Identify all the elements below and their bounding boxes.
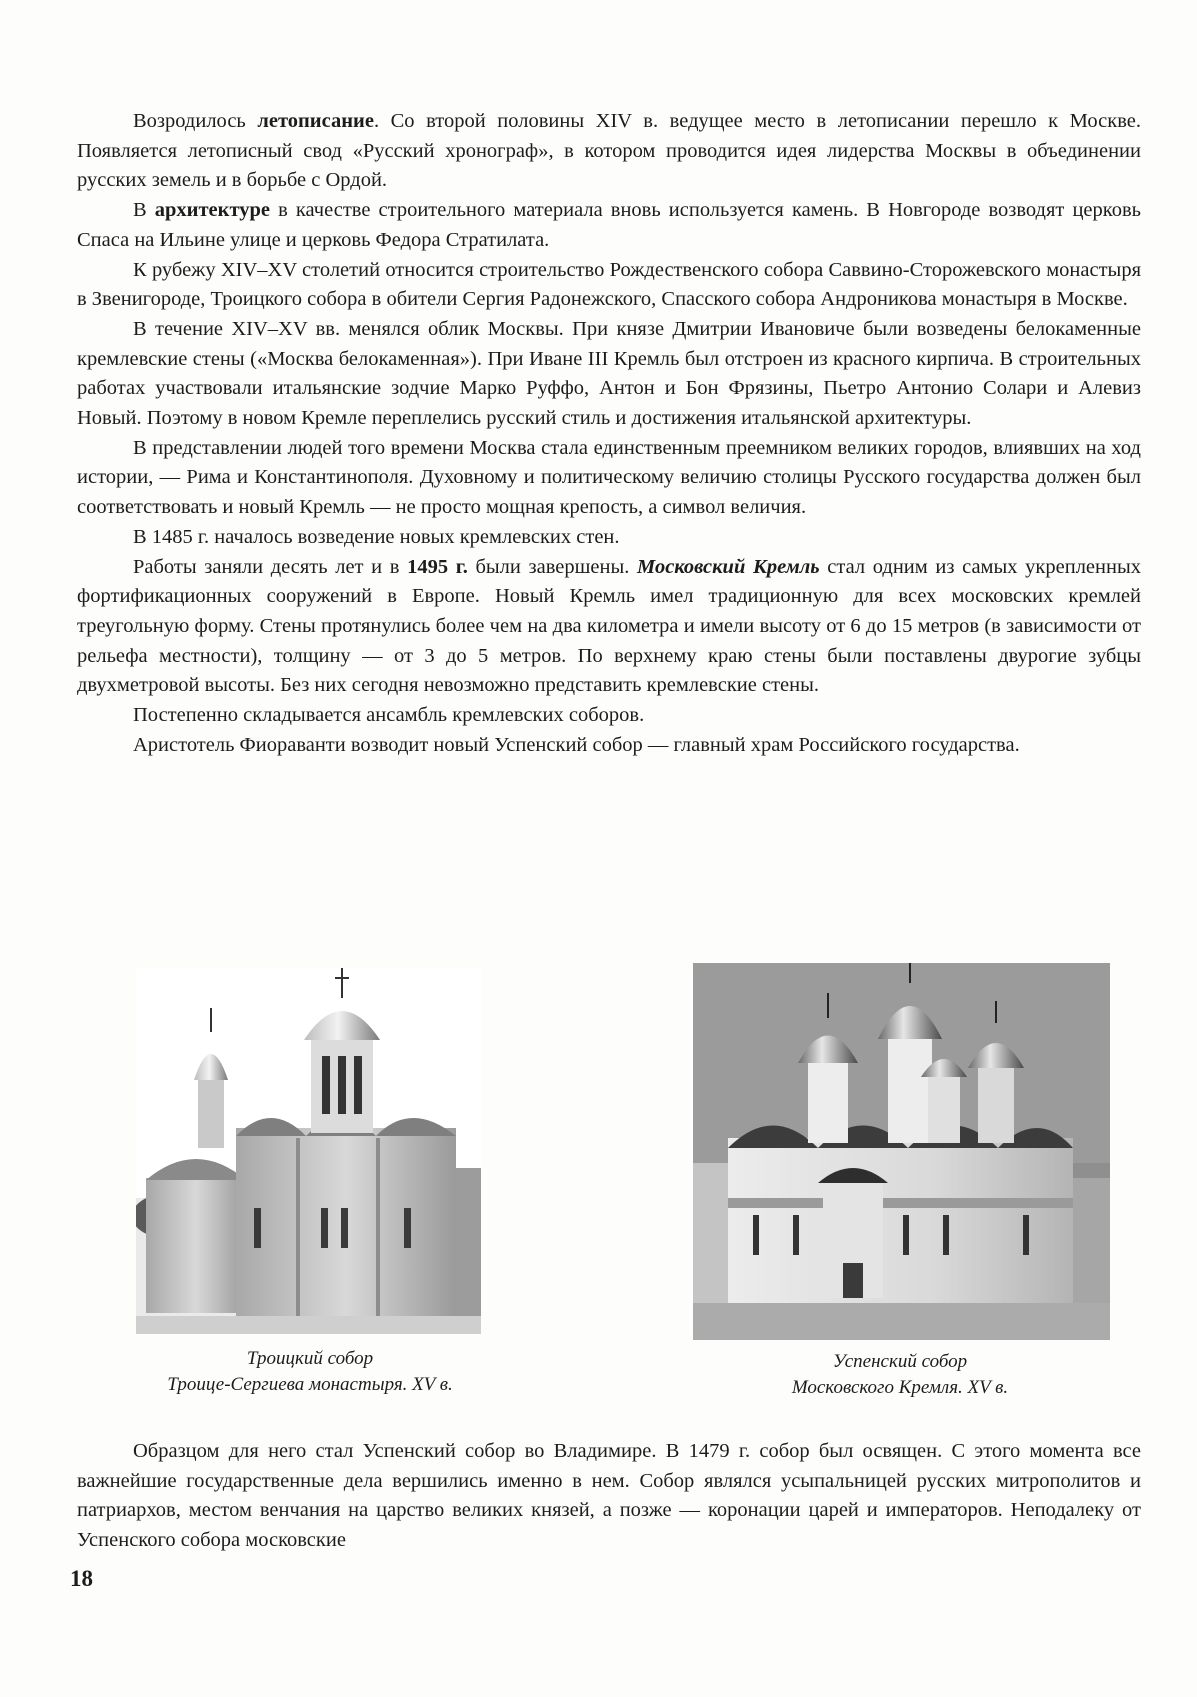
caption-line: Успенский собор [832,1351,968,1372]
caption-line: Троице-Сергиева монастыря. XV в. [167,1374,453,1395]
caption-line: Московского Кремля. XV в. [791,1377,1009,1398]
trinity-cathedral-photo [136,968,481,1334]
figure-caption-trinity [110,1346,510,1398]
paragraph: В течение XIV–XV вв. менялся облик Москвы. При князе Дмитрии Ивановиче были возведены белокаменные кремлевские стены («Москва белокаменная»). При Иване III Кремль был отстроен из красного кирпича. В строительных работах участвовали итальянские зодчие Марко Руффо, Антон и Бон Фрязины, Пьетро Антонио Солари и Алевиз Новый. Поэтому в новом Кремле переплелись русский стиль и достижения итальянской архитектуры. [77,317,1141,430]
paragraph: Образцом для него стал Успенский собор во Владимире. В 1479 г. собор был освящен. С этого момента все важнейшие государственные дела вершились именно в нем. Собор являлся усыпальницей русских митрополитов и патриархов, местом венчания на царство великих князей, а позже — коронации царей и императоров. Неподалеку от Успенского собора московские [77,1440,1141,1552]
paragraph: Работы заняли десять лет и в 1495 г. были завершены. Московский Кремль стал одним из самых укрепленных фортификационных сооружений в Европе. Новый Кремль имел традиционную для всех московских кремлей треугольную форму. Стены протянулись более чем на два километра и имели высоту от 6 до 15 метров (в зависимости от рельефа местности), толщину — от 3 до 5 метров. По верхнему краю стены были поставлены двурогие зубцы двухметровой высоты. Без них сегодня невозможно представить кремлевские стены. [77,555,1141,697]
dormition-cathedral-photo [693,963,1110,1340]
paragraph: К рубежу XIV–XV столетий относится строительство Рождественского собора Саввино-Сторожевского монастыря в Звенигороде, Троицкого собора в обители Сергия Радонежского, Спасского собора Андроникова монастыря в Москве. [77,258,1141,311]
body-text-top [77,107,1141,760]
caption-line: Троицкий собор [246,1348,374,1369]
paragraph: Постепенно складывается ансамбль кремлевских соборов. [133,704,645,727]
paragraph: В архитектуре в качестве строительного материала вновь используется камень. В Новгороде возводят церковь Спаса на Ильине улице и церковь Федора Стратилата. [77,199,1141,251]
bold-term: 1495 г. [407,555,468,578]
bold-term: летописание [257,110,374,132]
bold-italic-term: Московский Кремль [637,555,820,578]
paragraph: В 1485 г. началось возведение новых кремлевских стен. [133,525,620,548]
paragraph: Возродилось летописание. Со второй половины XIV в. ведущее место в летописании перешло к Москве. Появляется летописный свод «Русский хронограф», в котором проводится идея лидерства Москвы в объединении русских земель и в борьбе с Ордой. [77,110,1141,192]
paragraph: В представлении людей того времени Москва стала единственным преемником великих городов, влиявших на ход истории, — Рима и Константинополя. Духовному и политическому величию столицы Русского государства должен был соответствовать и новый Кремль — не просто мощная крепость, а символ величия. [77,436,1141,519]
page-number: 18 [70,1566,93,1591]
figure-caption-dormition [700,1349,1100,1401]
paragraph: Аристотель Фиораванти возводит новый Успенский собор — главный храм Российского государства. [133,733,1020,756]
body-text-bottom [77,1437,1141,1556]
bold-term: архитектуре [154,199,271,222]
